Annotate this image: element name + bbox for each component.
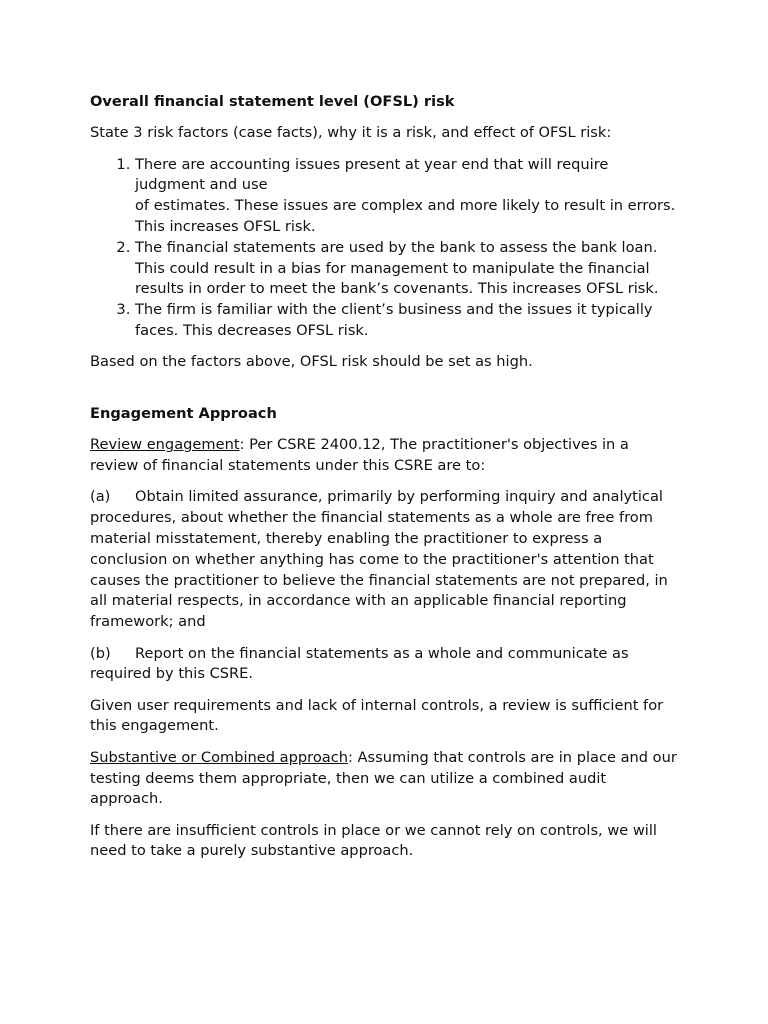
objective-b	[90, 644, 680, 686]
ofsl-risk-intro: State 3 risk factors (case facts), why it is a risk, and effect of OFSL risk:	[90, 124, 612, 142]
approach-text: : Assuming that controls are in place and our testing deems them appropriate, then we can utilize a combined audit approach.	[90, 748, 677, 808]
document-page	[90, 92, 680, 862]
risk-factor-1-line1: 1. There are accounting issues present at year end that will require judgment and use	[135, 155, 609, 194]
review-engagement-text: : Per CSRE 2400.12, The practitioner's objectives in a review of financial statements under this CSRE are to:	[90, 436, 629, 475]
review-engagement-label: Review engagement	[90, 436, 240, 454]
risk-factor-1-line2: of estimates. These issues are complex and more likely to result in errors. This increases OFSL risk.	[135, 197, 676, 235]
objective-b-marker: (b)	[90, 644, 111, 662]
section-spacer	[90, 373, 680, 404]
objective-a-marker: (a)	[90, 488, 111, 506]
risk-factor-2-text: The financial statements are used by the bank to assess the bank loan. This could result in a bias for management to manipulate the financial results in order to meet the bank’s covenants. This increases OFSL risk.	[135, 238, 659, 298]
risk-factor-3-text: The firm is familiar with the client’s business and the issues it typically faces. This decreases OFSL risk.	[135, 301, 653, 339]
objective-b-text: Report on the financial statements as a whole and communicate as required by this CSRE.	[90, 644, 629, 683]
risk-factor-item	[135, 155, 680, 238]
approach-label: Substantive or Combined approach	[90, 748, 348, 766]
substantive-paragraph: If there are insufficient controls in place or we cannot rely on controls, we will need to take a purely substantive approach.	[90, 821, 657, 860]
objective-a-text: Obtain limited assurance, primarily by performing inquiry and analytical procedures, about whether the financial statements as a whole are free from material misstatement, thereby enabling the practitioner to express a conclusion on whether anything has come to the practitioner's attention that causes the practitioner to believe the financial statements are not prepared, in all material respects, in accordance with an applicable financial reporting framework; and	[90, 488, 668, 631]
review-conclusion: Given user requirements and lack of internal controls, a review is sufficient for this engagement.	[90, 696, 664, 735]
objective-a	[90, 487, 680, 633]
engagement-approach-heading: Engagement Approach	[90, 405, 277, 423]
ofsl-risk-conclusion: Based on the factors above, OFSL risk should be set as high.	[90, 353, 533, 371]
risk-factor-item	[135, 238, 680, 300]
ofsl-risk-heading: Overall financial statement level (OFSL) risk	[90, 93, 455, 110]
approach-paragraph	[90, 748, 680, 810]
risk-factors-list	[90, 155, 680, 342]
risk-factor-item	[135, 300, 680, 342]
review-engagement-paragraph	[90, 435, 680, 477]
